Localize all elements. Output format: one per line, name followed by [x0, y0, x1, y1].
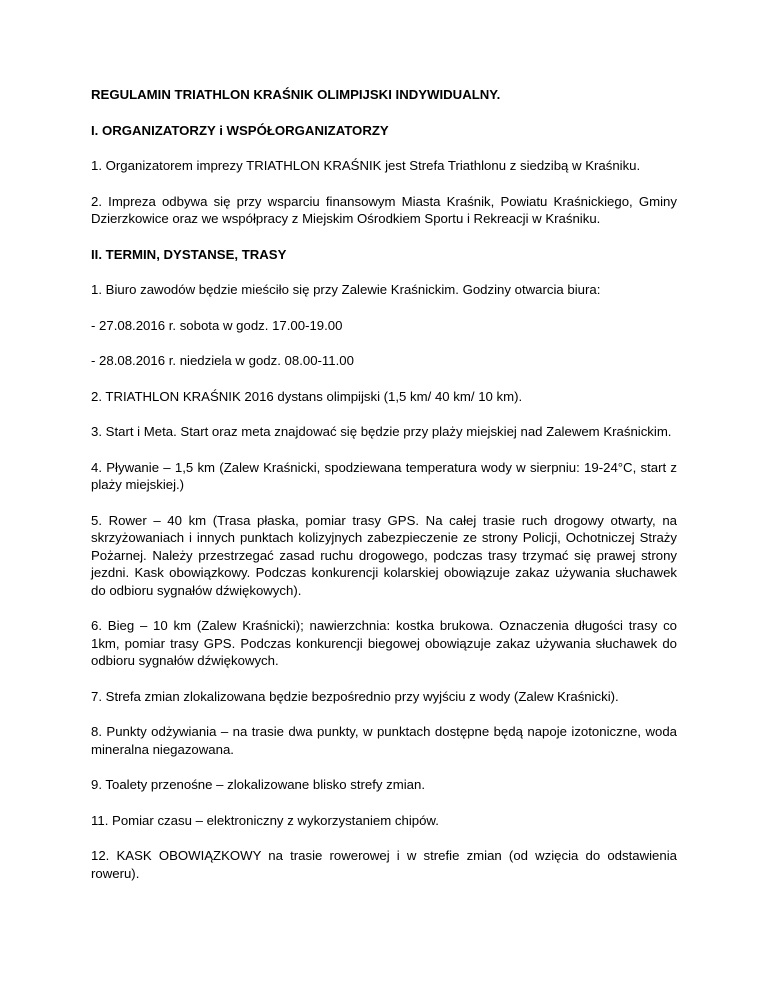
section-heading-schedule: II. TERMIN, DYSTANSE, TRASY: [91, 246, 287, 262]
document-title: REGULAMIN TRIATHLON KRAŚNIK OLIMPIJSKI INDYWIDUALNY.: [91, 87, 501, 102]
paragraph: 8. Punkty odżywiania – na trasie dwa punkty, w punktach dostępne będą napoje izotoniczne, woda mineralna niegazowana.: [91, 724, 677, 757]
paragraph: 4. Pływanie – 1,5 km (Zalew Kraśnicki, spodziewana temperatura wody w sierpniu: 19-24°C, start z plaży miejskiej.): [91, 459, 677, 492]
document-page: [91, 86, 677, 900]
paragraph: 1. Biuro zawodów będzie mieściło się przy Zalewie Kraśnickim. Godziny otwarcia biura:: [91, 282, 601, 297]
paragraph: 2. Impreza odbywa się przy wsparciu finansowym Miasta Kraśnik, Powiatu Kraśnickiego, Gminy Dzierzkowice oraz we współpracy z Miejskim Ośrodkiem Sportu i Rekreacji w Kraśniku.: [91, 193, 677, 226]
paragraph: - 27.08.2016 r. sobota w godz. 17.00-19.00: [91, 317, 343, 333]
paragraph: 1. Organizatorem imprezy TRIATHLON KRAŚNIK jest Strefa Triathlonu z siedzibą w Kraśniku.: [91, 158, 641, 173]
paragraph: - 28.08.2016 r. niedziela w godz. 08.00-11.00: [91, 353, 354, 368]
paragraph: 6. Bieg – 10 km (Zalew Kraśnicki); nawierzchnia: kostka brukowa. Oznaczenia długości trasy co 1km, pomiar trasy GPS. Podczas konkurencji biegowej obowiązuje zakaz używania słuchawek do odbioru sygnałów dźwiękowych.: [91, 618, 677, 668]
paragraph: 2. TRIATHLON KRAŚNIK 2016 dystans olimpijski (1,5 km/ 40 km/ 10 km).: [91, 388, 523, 404]
paragraph: 11. Pomiar czasu – elektroniczny z wykorzystaniem chipów.: [91, 812, 439, 828]
paragraph: 5. Rower – 40 km (Trasa płaska, pomiar trasy GPS. Na całej trasie ruch drogowy otwarty, na skrzyżowaniach i innych punktach kolizyjnych zabezpieczenie ze strony Policji, Ochotniczej Straży Pożarnej. Należy przestrzegać zasad ruchu drogowego, podczas trasy trzymać się prawej strony jezdni. Kask obowiązkowy. Podczas konkurencji kolarskiej obowiązuje zakaz używania słuchawek do odbioru sygnałów dźwiękowych).: [91, 512, 677, 598]
paragraph: 9. Toalety przenośne – zlokalizowane blisko strefy zmian.: [91, 777, 426, 792]
paragraph: 12. KASK OBOWIĄZKOWY na trasie rowerowej i w strefie zmian (od wzięcia do odstawienia roweru).: [91, 848, 677, 881]
paragraph: 7. Strefa zmian zlokalizowana będzie bezpośrednio przy wyjściu z wody (Zalew Kraśnicki).: [91, 688, 619, 704]
paragraph: 3. Start i Meta. Start oraz meta znajdować się będzie przy plaży miejskiej nad Zalewem Kraśnickim.: [91, 424, 672, 439]
section-heading-organizers: I. ORGANIZATORZY i WSPÓŁORGANIZATORZY: [91, 122, 389, 138]
